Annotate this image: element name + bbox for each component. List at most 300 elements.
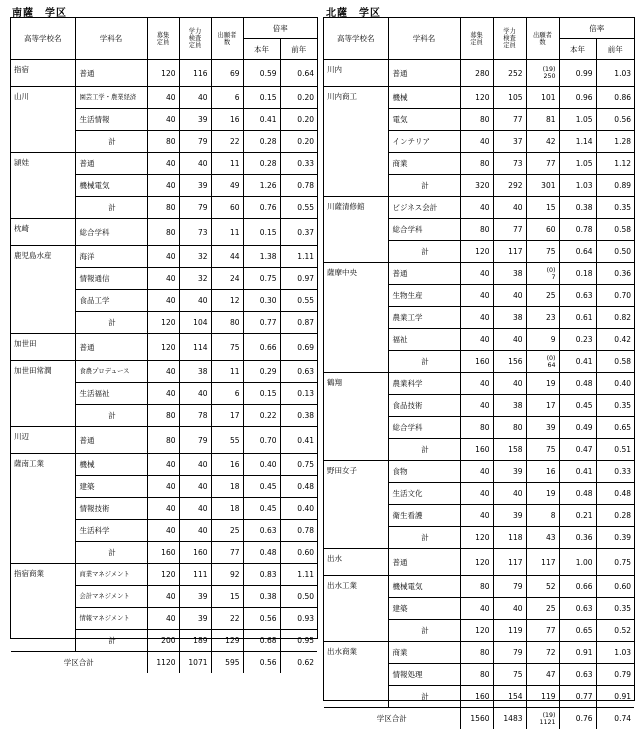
cell-dept-name: 福祉 xyxy=(388,329,460,351)
cell-ratio-this-year: 0.63 xyxy=(243,520,280,542)
cell-exam-quota: 40 xyxy=(493,373,526,395)
table-row xyxy=(11,361,317,383)
cell-quota: 40 xyxy=(460,395,493,417)
cell-dept-name: 商業マネジメント xyxy=(75,564,147,586)
cell-quota: 40 xyxy=(147,498,179,520)
cell-ratio-last-year: 0.87 xyxy=(280,312,317,334)
cell-quota: 40 xyxy=(147,586,179,608)
cell-quota: 80 xyxy=(147,405,179,427)
cell-school-name: 出水工業 xyxy=(324,576,388,642)
cell-dept-name: 機械 xyxy=(388,87,460,109)
cell-ratio-this-year: 0.76 xyxy=(243,197,280,219)
applicants-value: 7 xyxy=(529,274,556,281)
cell-quota: 160 xyxy=(460,351,493,373)
cell-exam-quota: 104 xyxy=(179,312,211,334)
cell-ratio-last-year: 1.11 xyxy=(280,564,317,586)
cell-applicants: 18 xyxy=(211,476,243,498)
cell-ratio-this-year: 0.68 xyxy=(243,630,280,652)
col-header-ratio: 倍率 xyxy=(559,18,634,39)
cell-ratio-this-year: 0.41 xyxy=(559,461,596,483)
cell-applicants: 55 xyxy=(211,427,243,454)
cell-exam-quota: 40 xyxy=(179,454,211,476)
cell-quota: 40 xyxy=(460,329,493,351)
cell-dept-name: 普通 xyxy=(388,60,460,87)
cell-school-name: 鶴翔 xyxy=(324,373,388,461)
table-row xyxy=(11,87,317,109)
cell-quota: 40 xyxy=(147,361,179,383)
cell-quota: 160 xyxy=(460,686,493,708)
cell-applicants xyxy=(526,60,559,87)
cell-school-name: 出水商業 xyxy=(324,642,388,708)
cell-exam-quota: 292 xyxy=(493,175,526,197)
cell-dept-name: 情報通信 xyxy=(75,268,147,290)
cell-exam-quota: 39 xyxy=(179,109,211,131)
cell-ratio-last-year: 0.58 xyxy=(596,219,634,241)
cell-applicants: 77 xyxy=(526,620,559,642)
cell-applicants: 25 xyxy=(211,520,243,542)
cell-ratio-this-year: 0.77 xyxy=(243,312,280,334)
cell-ratio-this-year: 0.29 xyxy=(243,361,280,383)
cell-school-name: 川辺 xyxy=(11,427,75,454)
cell-ratio-last-year: 0.65 xyxy=(596,417,634,439)
cell-exam-quota: 40 xyxy=(179,383,211,405)
cell-applicants: 6 xyxy=(211,383,243,405)
cell-applicants: 81 xyxy=(526,109,559,131)
hokusatsu-table xyxy=(324,18,634,729)
cell-quota: 40 xyxy=(147,608,179,630)
cell-ratio-this-year: 0.77 xyxy=(559,686,596,708)
cell-ratio-this-year: 0.56 xyxy=(243,608,280,630)
cell-exam-quota: 119 xyxy=(493,620,526,642)
cell-exam-quota: 32 xyxy=(179,268,211,290)
cell-ratio-last-year: 0.36 xyxy=(596,263,634,285)
cell-applicants xyxy=(526,263,559,285)
cell-quota: 80 xyxy=(460,664,493,686)
cell-exam-quota: 38 xyxy=(493,395,526,417)
cell-ratio-last-year: 0.95 xyxy=(280,630,317,652)
cell-ratio-this-year: 0.38 xyxy=(559,197,596,219)
cell-ratio-last-year: 0.78 xyxy=(280,175,317,197)
cell-ratio-last-year: 0.33 xyxy=(596,461,634,483)
cell-applicants: 60 xyxy=(526,219,559,241)
cell-quota: 160 xyxy=(147,542,179,564)
applicants-note: (19) xyxy=(529,712,556,719)
district-total-row xyxy=(11,652,317,674)
cell-applicants: 129 xyxy=(211,630,243,652)
cell-dept-name: 総合学科 xyxy=(388,219,460,241)
cell-exam-quota: 252 xyxy=(493,60,526,87)
cell-school-name: 鹿児島水産 xyxy=(11,246,75,334)
cell-exam-quota: 117 xyxy=(493,241,526,263)
col-header-applicants: 出願者 数 xyxy=(526,18,559,60)
table-row xyxy=(324,549,634,576)
cell-dept-name: 電気 xyxy=(388,109,460,131)
cell-ratio-last-year: 0.40 xyxy=(280,498,317,520)
cell-ratio-this-year: 0.47 xyxy=(559,439,596,461)
cell-exam-quota: 1483 xyxy=(493,708,526,729)
cell-dept-name: 情報処理 xyxy=(388,664,460,686)
cell-exam-quota: 160 xyxy=(179,542,211,564)
cell-ratio-this-year: 0.38 xyxy=(243,586,280,608)
cell-school-name: 川内 xyxy=(324,60,388,87)
cell-ratio-this-year: 0.36 xyxy=(559,527,596,549)
col-header-school: 高等学校名 xyxy=(324,18,388,60)
cell-applicants: 25 xyxy=(526,285,559,307)
cell-applicants xyxy=(526,708,559,729)
cell-ratio-this-year: 0.78 xyxy=(559,219,596,241)
cell-dept-name: 農業科学 xyxy=(388,373,460,395)
cell-exam-quota: 39 xyxy=(493,505,526,527)
cell-applicants: 15 xyxy=(211,586,243,608)
applicants-note: (0) xyxy=(529,267,556,274)
cell-applicants: 19 xyxy=(526,483,559,505)
col-header-quota: 募集 定員 xyxy=(147,18,179,60)
cell-ratio-this-year: 1.05 xyxy=(559,109,596,131)
cell-dept-name: 計 xyxy=(388,351,460,373)
cell-school-name: 枕崎 xyxy=(11,219,75,246)
cell-ratio-last-year: 0.97 xyxy=(280,268,317,290)
cell-dept-name: ビジネス会計 xyxy=(388,197,460,219)
cell-dept-name: 食物 xyxy=(388,461,460,483)
cell-applicants: 77 xyxy=(526,153,559,175)
cell-school-name: 出水 xyxy=(324,549,388,576)
cell-ratio-last-year: 0.39 xyxy=(596,527,634,549)
cell-applicants xyxy=(526,351,559,373)
cell-applicants: 92 xyxy=(211,564,243,586)
cell-exam-quota: 79 xyxy=(179,427,211,454)
col-header-this-year: 本年 xyxy=(243,39,280,60)
applicants-value: 250 xyxy=(529,73,556,80)
cell-quota: 40 xyxy=(147,383,179,405)
cell-quota: 80 xyxy=(460,109,493,131)
cell-ratio-this-year: 0.61 xyxy=(559,307,596,329)
cell-dept-name: 情報技術 xyxy=(75,498,147,520)
table-row xyxy=(11,219,317,246)
cell-dept-name: 生活文化 xyxy=(388,483,460,505)
table-header xyxy=(11,18,317,60)
cell-quota: 80 xyxy=(147,131,179,153)
cell-dept-name: 生活情報 xyxy=(75,109,147,131)
cell-ratio-last-year: 0.33 xyxy=(280,153,317,175)
cell-applicants: 22 xyxy=(211,131,243,153)
nansatsu-table-container xyxy=(10,17,318,639)
cell-ratio-last-year: 0.58 xyxy=(596,351,634,373)
cell-exam-quota: 40 xyxy=(493,483,526,505)
cell-ratio-this-year: 0.83 xyxy=(243,564,280,586)
cell-dept-name: 計 xyxy=(75,405,147,427)
table-row xyxy=(324,373,634,395)
cell-ratio-last-year: 0.48 xyxy=(280,476,317,498)
cell-ratio-this-year: 1.00 xyxy=(559,549,596,576)
cell-school-name: 山川 xyxy=(11,87,75,153)
cell-quota: 320 xyxy=(460,175,493,197)
table-row xyxy=(11,564,317,586)
cell-school-name: 薩南工業 xyxy=(11,454,75,564)
cell-dept-name: 食農プロデュース xyxy=(75,361,147,383)
cell-school-name: 頴娃 xyxy=(11,153,75,219)
cell-quota: 40 xyxy=(460,307,493,329)
cell-quota: 40 xyxy=(460,285,493,307)
cell-exam-quota: 1071 xyxy=(179,652,211,674)
cell-dept-name: 計 xyxy=(388,439,460,461)
cell-dept-name: 商業 xyxy=(388,153,460,175)
cell-dept-name: 食品技術 xyxy=(388,395,460,417)
cell-ratio-this-year: 0.28 xyxy=(243,131,280,153)
col-header-applicants: 出願者 数 xyxy=(211,18,243,60)
cell-ratio-last-year: 1.28 xyxy=(596,131,634,153)
cell-dept-name: 計 xyxy=(388,241,460,263)
cell-exam-quota: 73 xyxy=(179,219,211,246)
cell-ratio-this-year: 0.96 xyxy=(559,87,596,109)
cell-applicants: 16 xyxy=(526,461,559,483)
applicants-value: 64 xyxy=(529,362,556,369)
cell-exam-quota: 79 xyxy=(179,197,211,219)
cell-applicants: 42 xyxy=(526,131,559,153)
cell-dept-name: 計 xyxy=(388,527,460,549)
cell-exam-quota: 78 xyxy=(179,405,211,427)
cell-quota: 80 xyxy=(460,219,493,241)
cell-quota: 80 xyxy=(460,153,493,175)
cell-ratio-last-year: 0.35 xyxy=(596,598,634,620)
cell-ratio-last-year: 0.79 xyxy=(596,664,634,686)
cell-quota: 40 xyxy=(147,290,179,312)
cell-quota: 40 xyxy=(460,131,493,153)
cell-exam-quota: 32 xyxy=(179,246,211,268)
cell-applicants: 60 xyxy=(211,197,243,219)
cell-dept-name: 計 xyxy=(388,686,460,708)
cell-quota: 40 xyxy=(460,483,493,505)
cell-quota: 40 xyxy=(460,263,493,285)
cell-dept-name: 機械電気 xyxy=(75,175,147,197)
col-header-ratio: 倍率 xyxy=(243,18,317,39)
cell-ratio-last-year: 0.78 xyxy=(280,520,317,542)
cell-quota: 40 xyxy=(147,476,179,498)
cell-ratio-last-year: 0.63 xyxy=(280,361,317,383)
cell-school-name: 加世田 xyxy=(11,334,75,361)
cell-ratio-last-year: 0.60 xyxy=(596,576,634,598)
cell-ratio-last-year: 0.55 xyxy=(280,197,317,219)
cell-applicants: 24 xyxy=(211,268,243,290)
cell-applicants: 12 xyxy=(211,290,243,312)
cell-exam-quota: 39 xyxy=(493,461,526,483)
cell-ratio-this-year: 0.48 xyxy=(559,483,596,505)
cell-ratio-this-year: 0.45 xyxy=(243,498,280,520)
cell-ratio-last-year: 0.35 xyxy=(596,197,634,219)
cell-ratio-last-year: 0.51 xyxy=(596,439,634,461)
cell-quota: 80 xyxy=(460,576,493,598)
cell-ratio-last-year: 0.74 xyxy=(596,708,634,729)
cell-exam-quota: 77 xyxy=(493,219,526,241)
cell-quota: 120 xyxy=(460,241,493,263)
cell-ratio-this-year: 0.45 xyxy=(243,476,280,498)
cell-quota: 160 xyxy=(460,439,493,461)
cell-applicants: 17 xyxy=(211,405,243,427)
cell-ratio-this-year: 0.41 xyxy=(559,351,596,373)
cell-dept-name: 情報マネジメント xyxy=(75,608,147,630)
cell-exam-quota: 40 xyxy=(493,285,526,307)
cell-applicants: 49 xyxy=(211,175,243,197)
cell-ratio-last-year: 1.11 xyxy=(280,246,317,268)
cell-quota: 40 xyxy=(147,153,179,175)
cell-applicants: 69 xyxy=(211,60,243,87)
cell-dept-name: 普通 xyxy=(388,549,460,576)
cell-applicants: 15 xyxy=(526,197,559,219)
region-title-hokusatsu: 北薩 学区 xyxy=(326,4,381,19)
cell-ratio-last-year: 0.75 xyxy=(280,454,317,476)
cell-exam-quota: 158 xyxy=(493,439,526,461)
cell-dept-name: 計 xyxy=(75,131,147,153)
cell-ratio-this-year: 0.41 xyxy=(243,109,280,131)
cell-dept-name: インテリア xyxy=(388,131,460,153)
cell-applicants: 9 xyxy=(526,329,559,351)
cell-ratio-last-year: 0.64 xyxy=(280,60,317,87)
cell-ratio-this-year: 1.26 xyxy=(243,175,280,197)
cell-exam-quota: 40 xyxy=(179,498,211,520)
cell-ratio-this-year: 1.05 xyxy=(559,153,596,175)
table-row xyxy=(324,461,634,483)
table-header xyxy=(324,18,634,60)
cell-exam-quota: 40 xyxy=(493,197,526,219)
cell-quota: 40 xyxy=(460,598,493,620)
cell-quota: 40 xyxy=(460,461,493,483)
applicants-note: (19) xyxy=(529,66,556,73)
cell-school-name: 川薩清修館 xyxy=(324,197,388,263)
cell-ratio-last-year: 0.50 xyxy=(596,241,634,263)
cell-applicants: 8 xyxy=(526,505,559,527)
cell-ratio-this-year: 0.66 xyxy=(559,576,596,598)
region-title-nansatsu: 南薩 学区 xyxy=(12,4,67,19)
cell-applicants: 17 xyxy=(526,395,559,417)
table-row xyxy=(324,576,634,598)
cell-exam-quota: 80 xyxy=(493,417,526,439)
cell-quota: 120 xyxy=(147,60,179,87)
table-row xyxy=(324,87,634,109)
cell-ratio-this-year: 0.59 xyxy=(243,60,280,87)
cell-dept-name: 商業 xyxy=(388,642,460,664)
cell-school-name: 野田女子 xyxy=(324,461,388,549)
cell-ratio-this-year: 0.23 xyxy=(559,329,596,351)
cell-dept-name: 生活科学 xyxy=(75,520,147,542)
cell-quota: 40 xyxy=(147,109,179,131)
cell-ratio-last-year: 1.03 xyxy=(596,642,634,664)
hokusatsu-table-container xyxy=(323,17,635,701)
cell-quota: 120 xyxy=(460,549,493,576)
cell-dept-name: 普通 xyxy=(75,334,147,361)
cell-ratio-last-year: 1.12 xyxy=(596,153,634,175)
cell-ratio-last-year: 0.60 xyxy=(280,542,317,564)
cell-ratio-this-year: 0.91 xyxy=(559,642,596,664)
cell-school-name: 川内商工 xyxy=(324,87,388,197)
cell-ratio-this-year: 0.15 xyxy=(243,87,280,109)
cell-applicants: 77 xyxy=(211,542,243,564)
cell-ratio-last-year: 0.93 xyxy=(280,608,317,630)
cell-applicants: 75 xyxy=(526,439,559,461)
cell-ratio-last-year: 0.38 xyxy=(280,405,317,427)
cell-dept-name: 会計マネジメント xyxy=(75,586,147,608)
cell-dept-name: 農業工学 xyxy=(388,307,460,329)
cell-exam-quota: 38 xyxy=(179,361,211,383)
cell-ratio-this-year: 0.30 xyxy=(243,290,280,312)
cell-ratio-this-year: 0.99 xyxy=(559,60,596,87)
cell-quota: 120 xyxy=(147,334,179,361)
cell-ratio-last-year: 0.40 xyxy=(596,373,634,395)
cell-quota: 120 xyxy=(460,527,493,549)
cell-school-name: 薩摩中央 xyxy=(324,263,388,373)
cell-ratio-last-year: 0.41 xyxy=(280,427,317,454)
cell-ratio-last-year: 0.55 xyxy=(280,290,317,312)
cell-dept-name: 機械 xyxy=(75,454,147,476)
cell-applicants: 44 xyxy=(211,246,243,268)
district-total-label: 学区合計 xyxy=(324,708,460,729)
cell-exam-quota: 40 xyxy=(179,153,211,175)
cell-exam-quota: 118 xyxy=(493,527,526,549)
table-row xyxy=(324,263,634,285)
cell-ratio-this-year: 0.28 xyxy=(243,153,280,175)
cell-exam-quota: 111 xyxy=(179,564,211,586)
cell-ratio-this-year: 0.15 xyxy=(243,383,280,405)
cell-ratio-this-year: 0.40 xyxy=(243,454,280,476)
cell-ratio-last-year: 0.62 xyxy=(280,652,317,674)
cell-dept-name: 計 xyxy=(75,312,147,334)
applicants-value: 1121 xyxy=(529,719,556,726)
cell-exam-quota: 40 xyxy=(493,329,526,351)
cell-ratio-last-year: 0.20 xyxy=(280,131,317,153)
cell-ratio-this-year: 0.18 xyxy=(559,263,596,285)
cell-ratio-last-year: 0.75 xyxy=(596,549,634,576)
cell-dept-name: 生物生産 xyxy=(388,285,460,307)
table-row xyxy=(11,334,317,361)
table-row xyxy=(324,642,634,664)
cell-ratio-this-year: 0.21 xyxy=(559,505,596,527)
cell-ratio-this-year: 0.63 xyxy=(559,598,596,620)
cell-exam-quota: 114 xyxy=(179,334,211,361)
cell-dept-name: 普通 xyxy=(388,263,460,285)
cell-dept-name: 計 xyxy=(75,197,147,219)
cell-dept-name: 総合学科 xyxy=(75,219,147,246)
table-body xyxy=(11,60,317,674)
cell-ratio-this-year: 0.76 xyxy=(559,708,596,729)
cell-ratio-last-year: 0.50 xyxy=(280,586,317,608)
cell-exam-quota: 40 xyxy=(493,598,526,620)
table-row xyxy=(11,246,317,268)
cell-quota: 120 xyxy=(460,620,493,642)
cell-dept-name: 計 xyxy=(388,175,460,197)
cell-quota: 80 xyxy=(460,642,493,664)
cell-dept-name: 衛生看護 xyxy=(388,505,460,527)
cell-exam-quota: 73 xyxy=(493,153,526,175)
cell-quota: 40 xyxy=(147,268,179,290)
table-row xyxy=(324,60,634,87)
cell-applicants: 11 xyxy=(211,361,243,383)
cell-dept-name: 海洋 xyxy=(75,246,147,268)
cell-exam-quota: 117 xyxy=(493,549,526,576)
cell-applicants: 11 xyxy=(211,153,243,175)
cell-dept-name: 生活福祉 xyxy=(75,383,147,405)
cell-dept-name: 建築 xyxy=(388,598,460,620)
cell-school-name: 加世田常潤 xyxy=(11,361,75,427)
cell-ratio-this-year: 0.45 xyxy=(559,395,596,417)
cell-exam-quota: 105 xyxy=(493,87,526,109)
cell-dept-name: 計 xyxy=(75,542,147,564)
cell-quota: 1560 xyxy=(460,708,493,729)
cell-ratio-last-year: 0.20 xyxy=(280,87,317,109)
col-header-exam: 学力 検査 定員 xyxy=(179,18,211,60)
cell-applicants: 80 xyxy=(211,312,243,334)
cell-exam-quota: 40 xyxy=(179,290,211,312)
cell-quota: 120 xyxy=(460,87,493,109)
cell-ratio-last-year: 0.86 xyxy=(596,87,634,109)
table-body xyxy=(324,60,634,729)
